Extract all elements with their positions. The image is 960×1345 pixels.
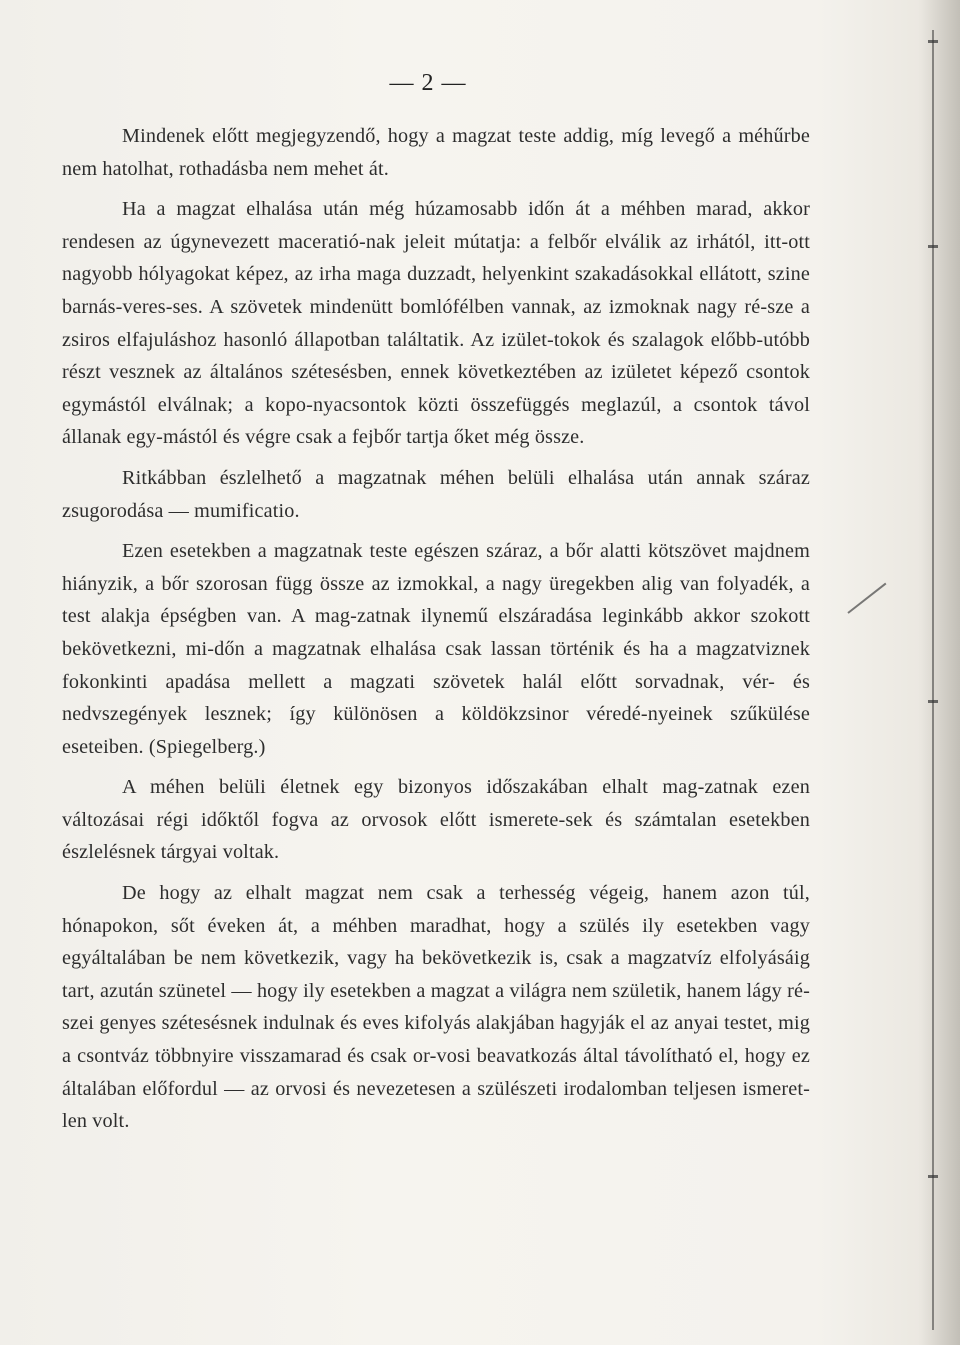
page-number: — 2 — bbox=[389, 70, 467, 96]
binding-mark bbox=[928, 245, 938, 248]
binding-edge-line bbox=[932, 30, 934, 1330]
binding-shadow bbox=[918, 0, 960, 1345]
paragraph-6: De hogy az elhalt magzat nem csak a terhesség végeig, hanem azon túl, hónapokon, sőt éveken át, a méhben maradhat, hogy a szülés ily esetekben vagy egyáltalában be nem következik, vagy ha bekövetkezik is, csak a magzatvíz elfolyásáig tart, azután szünetel — hogy ily esetekben a magzat a világra nem születik, hanem lágy ré-szei genyes szétesésnek indulnak és eves kifolyás alakjában hagyják el az anyai testet, mig a csontváz többnyire visszamarad és csak or-vosi beavatkozás által távolítható el, hogy ez általában előfordul — az orvosi és nevezetesen a szülészeti irodalomban teljesen ismeret-len volt. bbox=[62, 882, 810, 1133]
binding-mark bbox=[928, 700, 938, 703]
paragraph-1: Mindenek előtt megjegyzendő, hogy a magzat teste addig, míg levegő a méhűrbe nem hatolhat, rothadásba nem mehet át. bbox=[62, 125, 810, 180]
paragraph-5: A méhen belüli életnek egy bizonyos időszakában elhalt mag-zatnak ezen változásai régi időktől fogva az orvosok előtt ismerete-sek és számtalan esetekben észlelésnek tárgyai voltak. bbox=[62, 776, 810, 864]
pencil-mark bbox=[847, 583, 886, 614]
paragraph-3: Ritkábban észlelhető a magzatnak méhen belüli elhalása után annak száraz zsugorodása — mumificatio. bbox=[62, 466, 810, 522]
binding-mark bbox=[928, 40, 938, 43]
paragraph-2: Ha a magzat elhalása után még húzamosabb időn át a méhben marad, akkor rendesen az úgynevezett maceratió-nak jeleit mútatja: a felbőr elválik az irhától, itt-ott nagyobb hólyagokat képez, az irha maga duzzadt, helyenkint szakadásokkal ellátott, szine barnás-veres-ses. A szövetek mindenütt bomlófélben vannak, az izmoknak nagy ré-sze a zsiros elfajuláshoz hasonló állapotban találtatik. Az izület-tokok és szalagok előbb-utóbb részt vesznek az általános szétesésben, ennek következtében az izületet képező csontok egymástól elválnak; a kopo-nyacsontok közti összefüggés meglazúl, a csontok távol állanak egy-mástól és végre csak a fejbőr tartja őket még össze. bbox=[62, 198, 810, 449]
paragraph-4: Ezen esetekben a magzatnak teste egészen száraz, a bőr alatti kötszövet majdnem hiányzik, a bőr szorosan függ össze az izmokkal, a nagy üregekben alig van folyadék, a test alakja épségben van. A mag-zatnak ilynemű elszáradása leginkább akkor szokott bekövetkezni, mi-dőn a magzatnak elhalása csak lassan történik és ha a magzatviznek fokonkinti apadása mellett a magzati szövetek halál előtt sorvadnak, vér- és nedvszegények lesznek; így különösen a köldökzsinor véredé-nyeinek szűkülése eseteiben. (Spiegelberg.) bbox=[62, 540, 810, 758]
binding-mark bbox=[928, 1175, 938, 1178]
body-text bbox=[62, 120, 810, 1138]
